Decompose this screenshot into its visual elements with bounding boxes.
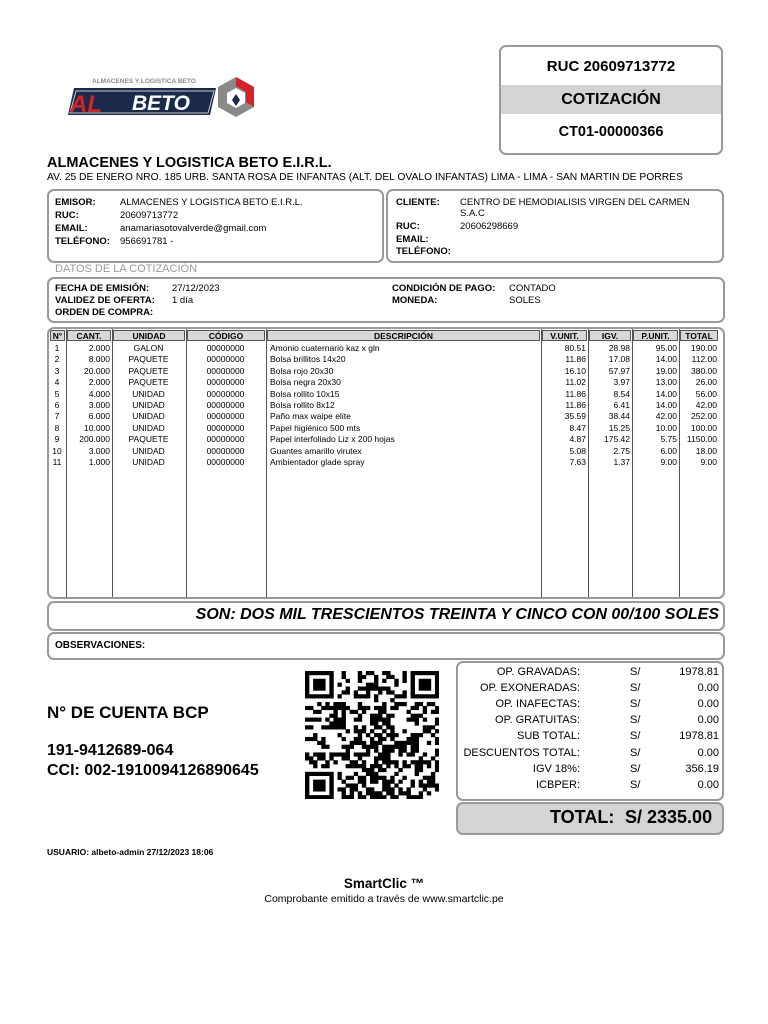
table-cell: 10.00 <box>655 422 677 433</box>
totals-currency: S/ <box>630 730 641 743</box>
cliente-value-line2: S.A.C <box>460 208 485 219</box>
totals-currency: S/ <box>630 682 641 695</box>
totals-value: 0.00 <box>697 714 719 727</box>
footer-note: Comprobante emitido a través de www.smartclic.pe <box>264 893 504 905</box>
table-cell: 1.000 <box>88 457 110 467</box>
table-cell: 112.00 <box>691 354 717 365</box>
table-cell: 00000000 <box>206 365 245 376</box>
logo-graphic <box>66 74 260 118</box>
table-cell: 380.00 <box>691 365 717 376</box>
company-address: AV. 25 DE ENERO NRO. 185 URB. SANTA ROSA DE INFANTAS (ALT. DEL OVALO INFANTAS) LIMA - LIMA - SAN MARTIN DE PORRES <box>47 172 683 183</box>
table-cell: 8 <box>54 422 60 433</box>
table-header-cell: N° <box>50 330 65 341</box>
table-cell: UNIDAD <box>132 457 165 467</box>
logo-hexagon-icon <box>218 77 254 117</box>
table-cell: Ambientador glade spray <box>270 457 365 467</box>
table-cell: 2.000 <box>88 377 110 388</box>
table-header-cell: V.UNIT. <box>542 330 587 341</box>
table-cell: 57.97 <box>608 365 630 376</box>
amount-in-words-box <box>47 601 725 631</box>
emisor-email-value: anamariasotovalverde@gmail.com <box>120 223 267 234</box>
totals-label: OP. EXONERADAS: <box>479 682 580 695</box>
table-cell: 2.000 <box>88 343 110 353</box>
totals-currency: S/ <box>630 778 641 791</box>
table-cell: 4.000 <box>88 388 110 399</box>
emisor-phone-value: 956691781 - <box>120 236 174 247</box>
table-cell: UNIDAD <box>132 422 165 433</box>
table-cell: 11.86 <box>565 400 586 410</box>
table-cell: 56.00 <box>695 388 717 399</box>
table-cell: 15.25 <box>608 422 630 433</box>
company-logo <box>66 74 260 118</box>
totals-label: OP. GRAVADAS: <box>496 666 580 678</box>
table-cell: 11.02 <box>565 377 586 388</box>
cliente-label: CLIENTE: <box>396 197 440 208</box>
table-cell: 18.00 <box>695 445 717 456</box>
totals-label: ICBPER: <box>535 778 580 791</box>
emisor-value: ALMACENES Y LOGISTICA BETO E.I.R.L. <box>120 197 303 208</box>
table-header-cell: DESCRIPCIÓN <box>267 330 540 341</box>
cliente-email-label: EMAIL: <box>396 234 429 245</box>
table-cell: 13.00 <box>655 377 677 388</box>
table-cell: 10.000 <box>84 422 110 433</box>
table-cell: 11.86 <box>565 388 586 399</box>
table-cell: PAQUETE <box>128 354 169 365</box>
table-cell: Papel higiénico 500 mts <box>270 422 361 433</box>
table-column-divider <box>266 329 267 597</box>
totals-label: OP. GRATUITAS: <box>495 714 580 727</box>
table-cell: UNIDAD <box>132 411 165 422</box>
table-cell: 26.00 <box>695 377 717 388</box>
table-cell: 80.51 <box>564 343 586 353</box>
amount-in-words: SON: DOS MIL TRESCIENTOS TREINTA Y CINCO CON 00/100 SOLES <box>195 606 719 623</box>
totals-value: 356.19 <box>685 762 719 775</box>
quote-payment-label: CONDICIÓN DE PAGO: <box>392 283 496 294</box>
table-cell: 3 <box>54 365 60 376</box>
table-cell: 3.97 <box>613 377 630 388</box>
quote-validity-label: VALIDEZ DE OFERTA: <box>55 295 155 306</box>
quote-validity-value: 1 día <box>172 295 194 306</box>
table-cell: 3.000 <box>88 445 110 456</box>
table-cell: UNIDAD <box>132 445 165 456</box>
bank-account-title: N° DE CUENTA BCP <box>47 703 209 722</box>
table-cell: 11.86 <box>565 354 586 365</box>
logo-word-al: AL <box>70 91 102 118</box>
document-type: COTIZACIÓN <box>501 85 721 114</box>
table-cell: 190.00 <box>691 343 717 353</box>
table-header-cell: UNIDAD <box>113 330 185 341</box>
table-cell: 95.00 <box>655 343 677 353</box>
table-cell: Papel interfoliado Liz x 200 hojas <box>270 434 395 445</box>
totals-currency: S/ <box>630 666 641 678</box>
cliente-value-line1: CENTRO DE HEMODIALISIS VIRGEN DEL CARMEN <box>460 197 690 208</box>
table-cell: 1.37 <box>613 457 630 467</box>
table-cell: PAQUETE <box>128 377 169 388</box>
table-cell: 175.42 <box>604 434 630 445</box>
table-cell: 252.00 <box>691 411 717 422</box>
emisor-box <box>47 189 384 263</box>
table-cell: 19.00 <box>655 365 677 376</box>
table-cell: 4.87 <box>569 434 586 445</box>
table-cell: 28.98 <box>608 343 630 353</box>
totals-label: OP. INAFECTAS: <box>495 698 580 711</box>
table-cell: 17.08 <box>608 354 630 365</box>
cliente-phone-label: TELÉFONO: <box>396 246 451 257</box>
totals-value: 0.00 <box>697 682 719 695</box>
quote-order-label: ORDEN DE COMPRA: <box>55 307 154 318</box>
table-cell: 9.00 <box>660 457 677 467</box>
table-cell: 00000000 <box>206 445 245 456</box>
emisor-label: EMISOR: <box>55 197 96 208</box>
table-cell: PAQUETE <box>128 365 169 376</box>
table-cell: Bolsa rollito 8x12 <box>270 400 335 410</box>
totals-label: IGV 18%: <box>532 762 580 775</box>
cliente-ruc-value: 20606298669 <box>460 221 519 232</box>
table-cell: 4 <box>54 377 60 388</box>
quote-currency-label: MONEDA: <box>392 295 438 306</box>
table-cell: 100.00 <box>691 422 717 433</box>
table-cell: 7.63 <box>569 457 586 467</box>
user-timestamp: USUARIO: albeto-admin 27/12/2023 18:06 <box>47 847 214 857</box>
table-header-cell: TOTAL <box>680 330 718 341</box>
quote-payment-value: CONTADO <box>509 283 556 294</box>
table-cell: 00000000 <box>206 343 245 353</box>
bank-cci-number: CCI: 002-1910094126890645 <box>47 762 259 779</box>
table-cell: 2 <box>54 354 60 365</box>
table-cell: 5.08 <box>569 445 586 456</box>
observations-label: OBSERVACIONES: <box>55 640 146 651</box>
table-cell: 20.000 <box>84 365 110 376</box>
table-cell: 7 <box>54 411 60 422</box>
table-cell: 9.00 <box>700 457 717 467</box>
table-header-cell: IGV. <box>589 330 631 341</box>
quote-date-label: FECHA DE EMISIÓN: <box>55 283 150 294</box>
table-cell: 9 <box>54 434 60 445</box>
table-cell: Bolsa rollito 10x15 <box>270 388 340 399</box>
table-cell: 14.00 <box>655 400 677 410</box>
table-cell: 14.00 <box>655 354 677 365</box>
table-cell: Guantes amarillo virutex <box>270 445 362 456</box>
table-cell: 6 <box>54 400 60 410</box>
table-cell: 00000000 <box>206 388 245 399</box>
table-cell: 14.00 <box>655 388 677 399</box>
table-cell: 11 <box>52 457 62 467</box>
table-cell: 8.47 <box>569 422 586 433</box>
totals-value: 1978.81 <box>679 730 719 743</box>
grand-total-box <box>456 802 724 835</box>
totals-currency: S/ <box>630 762 641 775</box>
table-cell: 2.75 <box>613 445 630 456</box>
table-cell: 3.000 <box>88 400 110 410</box>
totals-value: 0.00 <box>697 778 719 791</box>
table-cell: 8.54 <box>613 388 630 399</box>
totals-value: 0.00 <box>697 698 719 711</box>
table-cell: 42.00 <box>655 411 677 422</box>
table-cell: 00000000 <box>206 457 245 467</box>
table-cell: PAQUETE <box>128 434 169 445</box>
table-cell: 6.00 <box>660 445 677 456</box>
table-cell: 8.000 <box>88 354 110 365</box>
table-cell: UNIDAD <box>132 388 165 399</box>
table-cell: 00000000 <box>206 411 245 422</box>
table-cell: 00000000 <box>206 434 245 445</box>
table-cell: 16.10 <box>564 365 586 376</box>
table-cell: 35.59 <box>564 411 586 422</box>
table-cell: 00000000 <box>206 377 245 388</box>
emisor-email-label: EMAIL: <box>55 223 88 234</box>
observations-box <box>47 632 725 660</box>
totals-currency: S/ <box>630 698 641 711</box>
table-cell: 1150.00 <box>686 434 717 445</box>
bank-account-number: 191-9412689-064 <box>47 742 174 759</box>
items-table <box>47 327 725 599</box>
totals-label: DESCUENTOS TOTAL: <box>463 746 580 759</box>
table-cell: Bolsa rojo 20x30 <box>270 365 334 376</box>
grand-total-label: TOTAL: <box>550 807 615 827</box>
document-ruc: RUC 20609713772 <box>546 58 676 75</box>
logo-word-beto: BETO <box>132 92 190 115</box>
table-cell: 00000000 <box>206 400 245 410</box>
logo-tagline: ALMACENES Y LOGISTICA BETO <box>92 78 196 85</box>
table-cell: 00000000 <box>206 354 245 365</box>
table-cell: Bolsa brillitos 14x20 <box>270 354 346 365</box>
table-header-cell: P.UNIT. <box>633 330 678 341</box>
emisor-ruc-value: 20609713772 <box>120 210 179 221</box>
table-cell: 5 <box>54 388 60 399</box>
table-cell: 00000000 <box>206 422 245 433</box>
quote-data-box <box>47 277 725 323</box>
totals-box <box>456 661 724 801</box>
table-cell: UNIDAD <box>132 400 165 410</box>
totals-currency: S/ <box>630 746 641 759</box>
table-cell: Amonio cuaternario kaz x gln <box>270 343 380 353</box>
emisor-ruc-label: RUC: <box>55 210 79 221</box>
table-cell: 200.000 <box>79 434 110 445</box>
table-cell: 38.44 <box>608 411 630 422</box>
quote-currency-value: SOLES <box>509 295 541 306</box>
quote-section-title: DATOS DE LA COTIZACIÓN <box>55 263 198 275</box>
emisor-phone-label: TELÉFONO: <box>55 236 110 247</box>
cliente-ruc-label: RUC: <box>396 221 420 232</box>
company-name: ALMACENES Y LOGISTICA BETO E.I.R.L. <box>47 155 332 171</box>
table-cell: Paño max waipe elite <box>270 411 351 422</box>
totals-label: SUB TOTAL: <box>517 730 580 743</box>
table-cell: 1 <box>54 343 60 353</box>
table-cell: 6.41 <box>613 400 630 410</box>
document-info-box <box>499 45 723 155</box>
qr-code-graphic <box>305 671 439 799</box>
quote-date-value: 27/12/2023 <box>172 283 220 294</box>
cliente-box <box>386 189 724 263</box>
document-number: CT01-00000366 <box>558 124 664 140</box>
table-cell: 10 <box>52 445 62 456</box>
table-header-cell: CÓDIGO <box>187 330 265 341</box>
footer-brand: SmartClic ™ <box>343 876 425 891</box>
totals-value: 1978.81 <box>679 666 719 678</box>
table-cell: Bolsa negra 20x30 <box>270 377 341 388</box>
table-cell: 42.00 <box>695 400 717 410</box>
totals-value: 0.00 <box>697 746 719 759</box>
qr-code-icon <box>305 671 439 799</box>
totals-currency: S/ <box>630 714 641 727</box>
table-cell: 5.75 <box>660 434 677 445</box>
table-cell: GALON <box>133 343 164 353</box>
grand-total-value: S/ 2335.00 <box>625 807 713 827</box>
table-header-cell: CANT. <box>67 330 111 341</box>
table-cell: 6.000 <box>88 411 110 422</box>
